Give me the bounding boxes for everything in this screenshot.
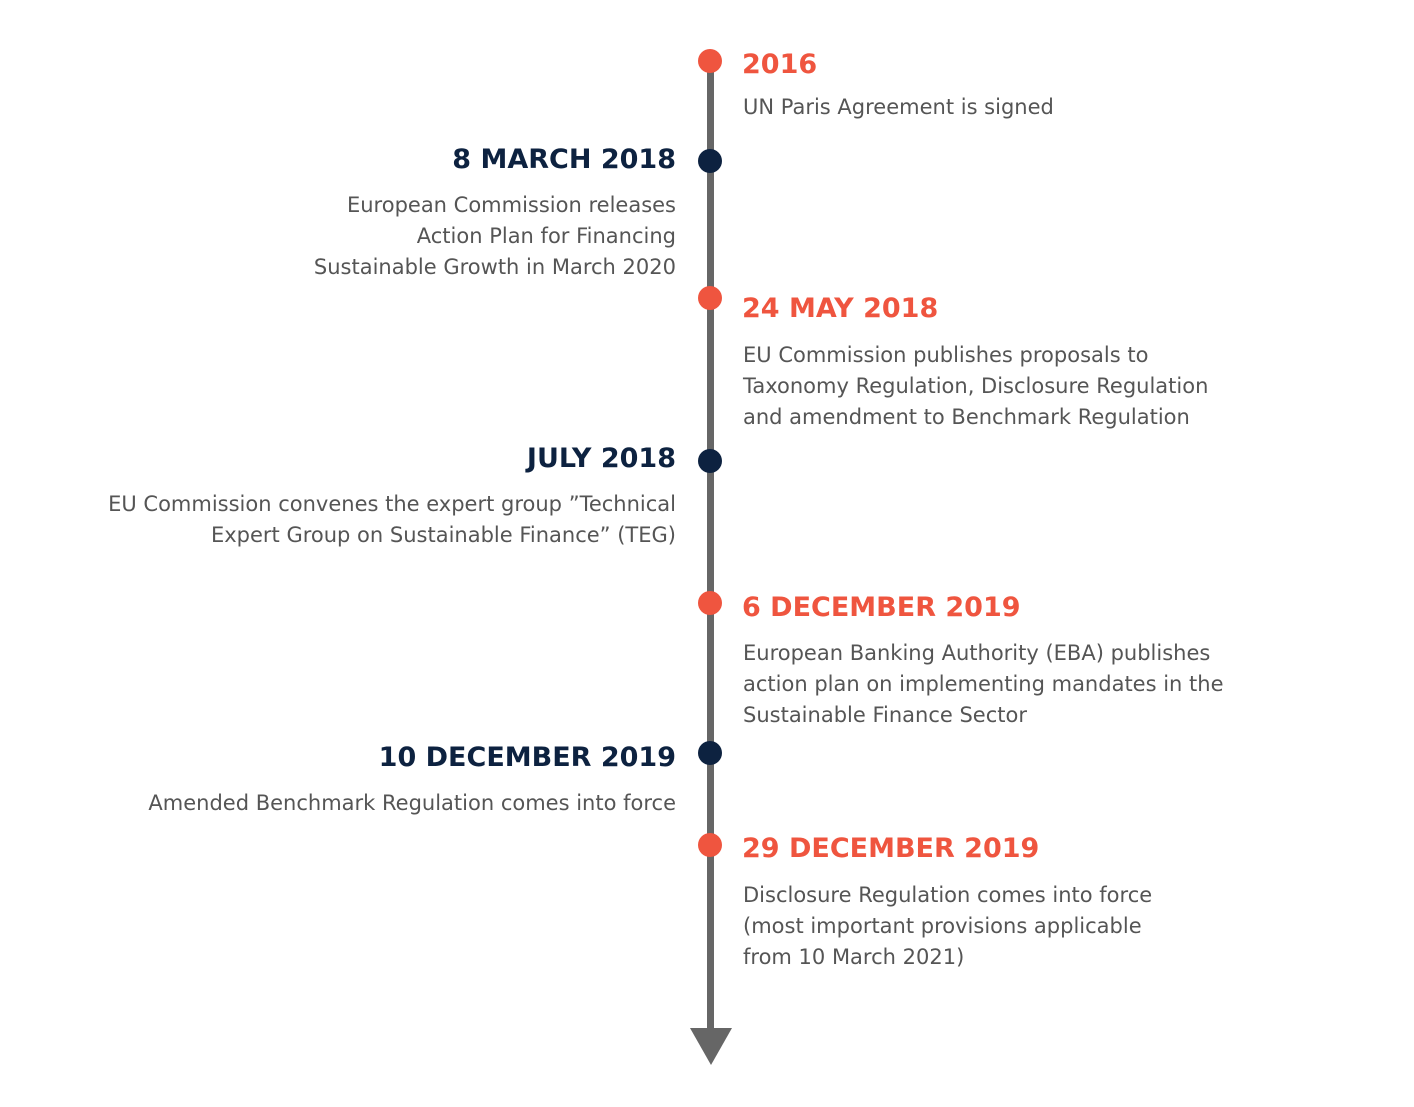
timeline-marker-8-march-2018 <box>698 149 722 173</box>
event-date: 24 MAY 2018 <box>742 293 939 324</box>
event-date: 2016 <box>742 49 818 80</box>
event-description-line: from 10 March 2021) <box>743 945 965 969</box>
event-description <box>56 788 676 819</box>
event-date: 29 DECEMBER 2019 <box>742 833 1040 864</box>
event-description-line: Disclosure Regulation comes into force <box>743 883 1153 907</box>
event-description-line: Sustainable Finance Sector <box>743 703 1027 727</box>
event-description <box>56 489 676 551</box>
event-date: JULY 2018 <box>526 443 676 474</box>
event-description-line: Taxonomy Regulation, Disclosure Regulation <box>743 374 1209 398</box>
timeline-marker-24-may-2018 <box>698 286 722 310</box>
event-description-line: Sustainable Growth in March 2020 <box>313 255 676 279</box>
event-description-line: Amended Benchmark Regulation comes into force <box>148 791 676 815</box>
event-date: 10 DECEMBER 2019 <box>378 742 676 773</box>
event-description-line: (most important provisions applicable <box>743 914 1142 938</box>
event-description-line: action plan on implementing mandates in the <box>743 672 1224 696</box>
timeline-arrowhead <box>690 1028 732 1065</box>
event-description <box>743 92 1263 123</box>
event-date: 6 DECEMBER 2019 <box>742 592 1021 623</box>
timeline-marker-10-december-2019 <box>698 741 722 765</box>
event-description-line: EU Commission publishes proposals to <box>743 343 1149 367</box>
timeline-marker-6-december-2019 <box>698 591 722 615</box>
event-description-line: and amendment to Benchmark Regulation <box>743 405 1190 429</box>
timeline-marker-july-2018 <box>698 449 722 473</box>
event-date: 8 MARCH 2018 <box>452 144 676 175</box>
event-description <box>56 190 676 283</box>
event-description <box>743 638 1263 731</box>
event-description-line: European Banking Authority (EBA) publishes <box>743 641 1211 665</box>
event-description <box>743 880 1263 973</box>
event-description <box>743 340 1263 433</box>
event-description-line: Action Plan for Financing <box>416 224 676 248</box>
timeline-axis <box>707 60 714 1036</box>
event-description-line: EU Commission convenes the expert group ”Technical <box>108 492 676 516</box>
event-description-line: UN Paris Agreement is signed <box>743 95 1054 119</box>
event-description-line: European Commission releases <box>346 193 676 217</box>
timeline-marker-29-december-2019 <box>698 833 722 857</box>
timeline-marker-2016 <box>698 49 722 73</box>
event-description-line: Expert Group on Sustainable Finance” (TEG) <box>210 523 676 547</box>
